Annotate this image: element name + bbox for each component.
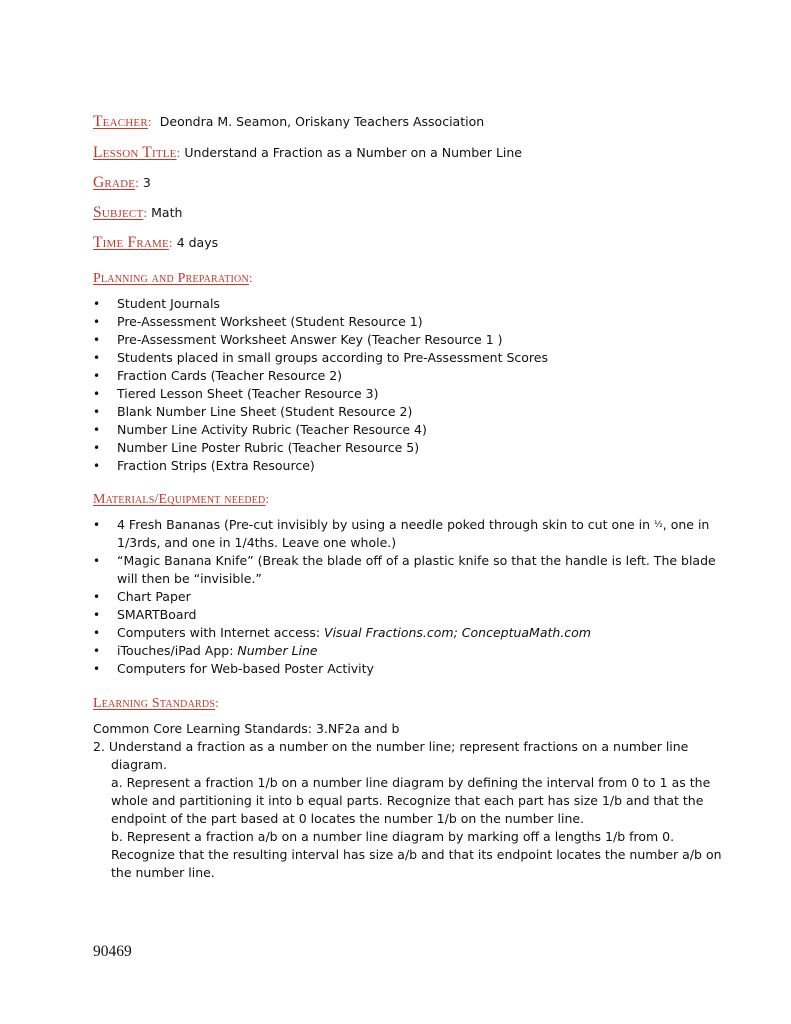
subject-label: Subject [93,204,144,221]
list-item: • 4 Fresh Bananas (Pre-cut invisibly by using a needle poked through skin to cut one in ½, one in 1/3rds, and one in 1/4ths. Leave one whole.) [93,516,717,552]
page-number: 90469 [93,943,132,960]
list-item: • Number Line Activity Rubric (Teacher Resource 4) [93,421,548,439]
planning-list [93,295,548,475]
list-item: • Blank Number Line Sheet (Student Resource 2) [93,403,548,421]
standards-heading: Learning Standards: [93,695,219,711]
teacher-value: Deondra M. Seamon, Oriskany Teachers Association [159,114,485,129]
list-item: • Pre-Assessment Worksheet (Student Resource 1) [93,313,548,331]
standard-2a-line1: a. Represent a fraction 1/b on a number line diagram by defining the interval from 0 to 1 as the [111,775,711,790]
planning-heading: Planning and Preparation: [93,270,253,286]
standards-intro: Common Core Learning Standards: 3.NF2a and b [93,721,400,736]
standard-2-line2: diagram. [111,757,167,772]
list-item: • SMARTBoard [93,606,717,624]
standard-2b-line2: Recognize that the resulting interval has size a/b and that its endpoint locates the number a/b on [111,847,722,862]
list-item: • Students placed in small groups according to Pre-Assessment Scores [93,349,548,367]
list-item: • iTouches/iPad App: Number Line [93,642,717,660]
standard-2a-line2: whole and partitioning it into b equal parts. Recognize that each part has size 1/b and that the [111,793,704,808]
list-item: • Chart Paper [93,588,717,606]
time-frame-value: 4 days [176,235,219,250]
standard-2a-line3: endpoint of the part based at 0 locates the number 1/b on the number line. [111,811,585,826]
list-item: • Student Journals [93,295,548,313]
list-item: • Fraction Cards (Teacher Resource 2) [93,367,548,385]
list-item: • Computers for Web-based Poster Activity [93,660,717,678]
lesson-title-line: Lesson Title: Understand a Fraction as a Number on a Number Line [93,144,522,161]
subject-value: Math [151,205,183,220]
grade-value: 3 [142,175,151,190]
standard-2-line1: 2. Understand a fraction as a number on the number line; represent fractions on a number line [93,739,689,754]
list-item: • Computers with Internet access: Visual Fractions.com; ConceptuaMath.com [93,624,717,642]
teacher-label: Teacher [93,113,148,130]
list-item: • “Magic Banana Knife” (Break the blade off of a plastic knife so that the handle is left. The blade will then be “invisible.” [93,552,717,588]
list-item: • Fraction Strips (Extra Resource) [93,457,548,475]
list-item: • Number Line Poster Rubric (Teacher Resource 5) [93,439,548,457]
lesson-title-label: Lesson Title [93,144,177,161]
list-item: • Pre-Assessment Worksheet Answer Key (Teacher Resource 1 ) [93,331,548,349]
standard-2b-line1: b. Represent a fraction a/b on a number line diagram by marking off a lengths 1/b from 0. [111,829,675,844]
time-frame-label: Time Frame [93,234,169,251]
lesson-title-value: Understand a Fraction as a Number on a Number Line [184,145,522,160]
grade-line: Grade: 3 [93,174,151,191]
subject-line: Subject: Math [93,204,183,221]
list-item: • Tiered Lesson Sheet (Teacher Resource 3) [93,385,548,403]
grade-label: Grade [93,174,136,191]
standard-2b-line3: the number line. [111,865,215,880]
teacher-line: Teacher: Deondra M. Seamon, Oriskany Teachers Association [93,113,485,130]
time-frame-line: Time Frame: 4 days [93,234,219,251]
materials-heading: Materials/Equipment needed: [93,491,270,507]
materials-list [93,516,717,678]
